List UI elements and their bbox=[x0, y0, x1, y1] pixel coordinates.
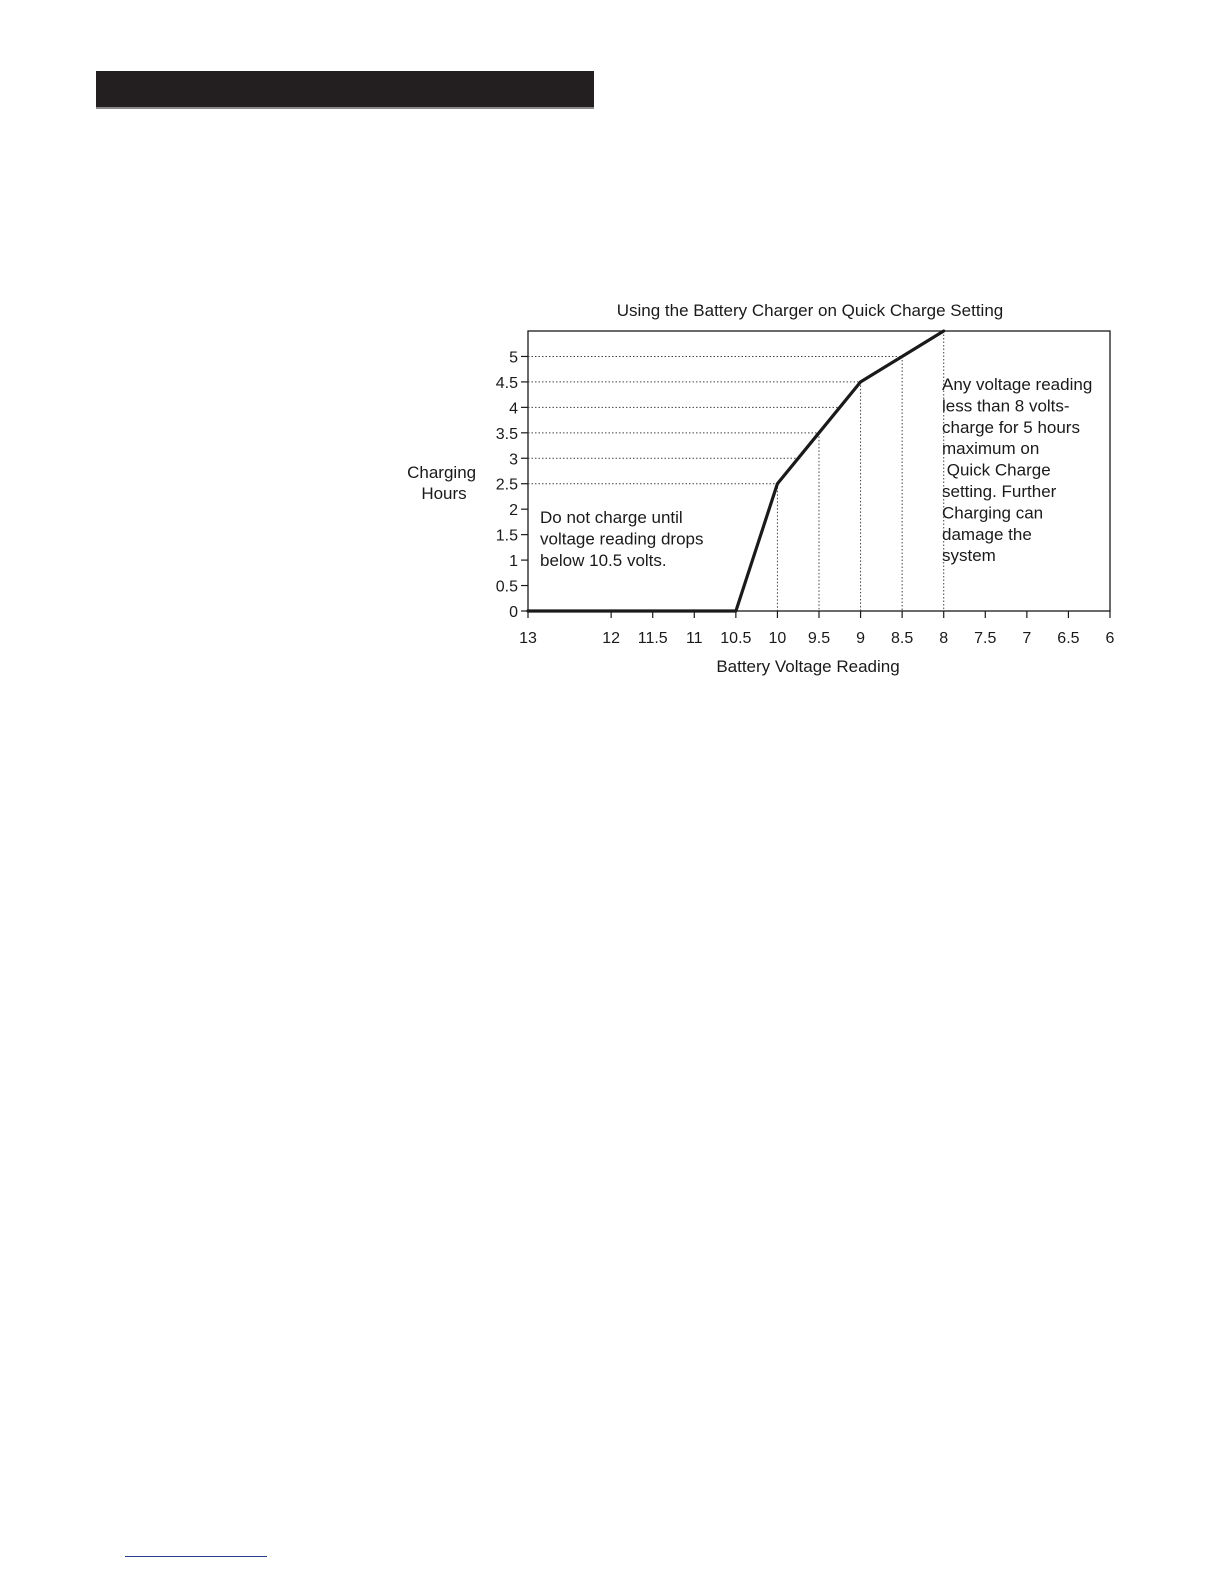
battery-charging-chart bbox=[0, 0, 1224, 720]
x-axis-ticks bbox=[519, 611, 1114, 647]
x-tick-label: 12 bbox=[602, 630, 621, 647]
x-tick-label: 9.5 bbox=[807, 630, 831, 647]
x-tick-label: 10 bbox=[768, 630, 787, 647]
annotation-do-not-charge-line: below 10.5 volts. bbox=[540, 551, 667, 570]
annotation-warning-line: Charging can bbox=[942, 503, 1044, 523]
x-axis-label: Battery Voltage Reading bbox=[716, 657, 900, 676]
y-tick-label: 4.5 bbox=[495, 374, 518, 392]
x-tick-label: 9 bbox=[856, 630, 866, 647]
y-tick-label: 1 bbox=[509, 553, 518, 571]
annotation-warning-line: Quick Charge bbox=[942, 460, 1051, 480]
y-tick-label: 0.5 bbox=[495, 578, 518, 596]
x-tick-label: 8.5 bbox=[891, 630, 914, 647]
footer-rule bbox=[125, 1556, 267, 1557]
y-tick-label: 3.5 bbox=[495, 425, 518, 443]
annotation-warning-line: charge for 5 hours bbox=[942, 417, 1080, 437]
x-tick-label: 7 bbox=[1022, 630, 1032, 647]
x-tick-label: 7.5 bbox=[974, 630, 997, 647]
x-tick-label: 8 bbox=[939, 630, 949, 647]
y-axis-label-line-1: Charging bbox=[407, 463, 477, 482]
x-tick-label: 13 bbox=[519, 630, 537, 647]
x-tick-label: 6 bbox=[1105, 630, 1115, 647]
y-tick-label: 0 bbox=[509, 604, 518, 621]
x-tick-label: 11.5 bbox=[637, 630, 668, 647]
y-axis-label bbox=[407, 463, 481, 503]
annotation-low-voltage-warning bbox=[942, 375, 1116, 565]
annotation-warning-line: system bbox=[942, 546, 996, 566]
annotation-warning-line: Any voltage reading bbox=[942, 375, 1093, 394]
y-axis-ticks bbox=[496, 349, 528, 621]
y-axis-label-line-2: Hours bbox=[421, 484, 467, 503]
x-tick-label: 6.5 bbox=[1057, 630, 1080, 647]
x-tick-label: 11 bbox=[685, 630, 703, 647]
y-tick-label: 3 bbox=[509, 451, 518, 469]
y-tick-label: 2 bbox=[509, 502, 518, 520]
annotation-do-not-charge bbox=[540, 508, 708, 570]
annotation-warning-line: maximum on bbox=[942, 439, 1040, 459]
x-tick-label: 10.5 bbox=[720, 630, 752, 647]
annotation-do-not-charge-line: Do not charge until bbox=[540, 508, 683, 527]
y-tick-label: 1.5 bbox=[495, 527, 518, 545]
y-tick-label: 2.5 bbox=[495, 476, 518, 494]
annotation-warning-line: damage the bbox=[942, 524, 1032, 544]
y-tick-label: 4 bbox=[509, 400, 518, 418]
annotation-do-not-charge-line: voltage reading drops bbox=[540, 529, 704, 549]
chart-title: Using the Battery Charger on Quick Charge Setting bbox=[616, 301, 1004, 320]
y-tick-label: 5 bbox=[509, 349, 518, 367]
annotation-warning-line: setting. Further bbox=[942, 482, 1057, 501]
annotation-warning-line: less than 8 volts- bbox=[942, 396, 1070, 416]
